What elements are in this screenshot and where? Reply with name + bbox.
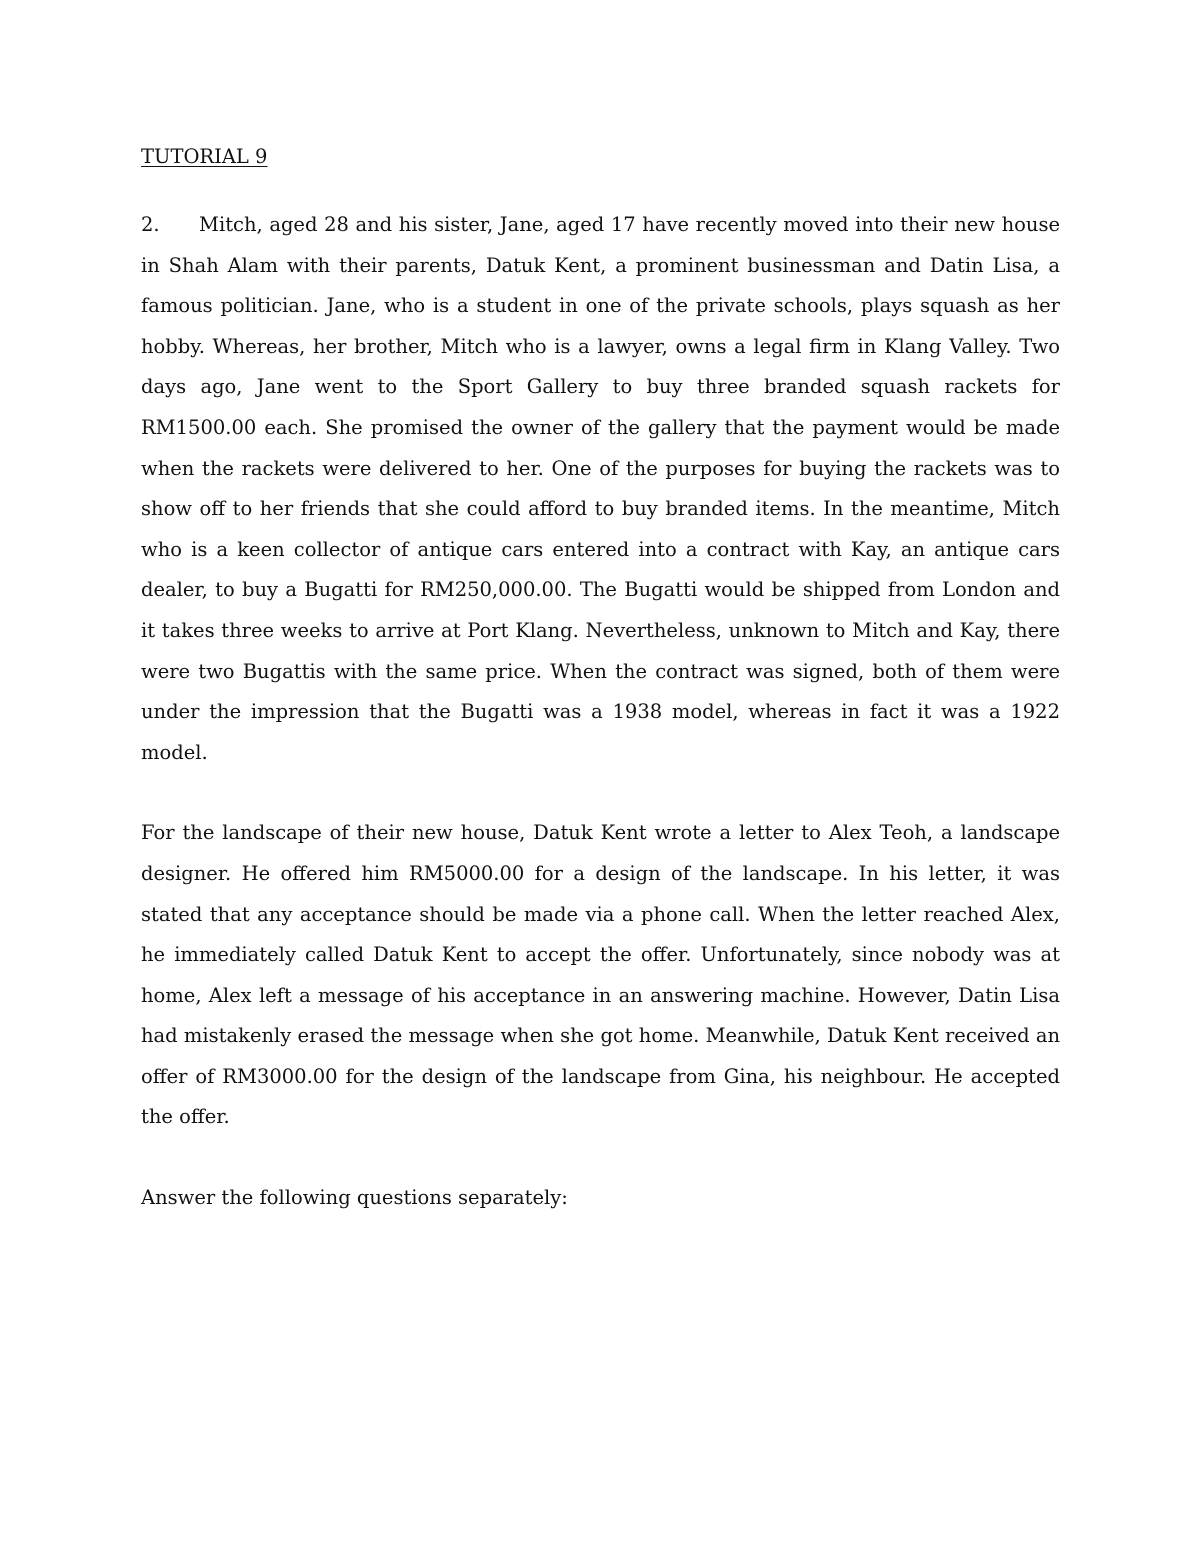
instruction-line: Answer the following questions separately: xyxy=(141,1186,568,1210)
question-paragraph-1 xyxy=(141,205,1060,773)
question-number: 2. xyxy=(141,213,160,236)
tutorial-title: TUTORIAL 9 xyxy=(141,145,268,168)
document-body xyxy=(141,140,1060,1219)
question-paragraph-2: For the landscape of their new house, Datuk Kent wrote a letter to Alex Teoh, a landscape designer. He offered him RM5000.00 for a design of the landscape. In his letter, it was stated that any acceptance should be made via a phone call. When the letter reached Alex, he immediately called Datuk Kent to accept the offer. Unfortunately, since nobody was at home, Alex left a message of his acceptance in an answering machine. However, Datin Lisa had mistakenly erased the message when she got home. Meanwhile, Datuk Kent received an offer of RM3000.00 for the design of the landscape from Gina, his neighbour. He accepted the offer. xyxy=(141,821,1060,1129)
question-paragraph-1-text: Mitch, aged 28 and his sister, Jane, aged 17 have recently moved into their new house in Shah Alam with their parents, Datuk Kent, a prominent businessman and Datin Lisa, a famous politician. Jane, who is a student in one of the private schools, plays squash as her hobby. Whereas, her brother, Mitch who is a lawyer, owns a legal firm in Klang Valley. Two days ago, Jane went to the Sport Gallery to buy three branded squash rackets for RM1500.00 each. She promised the owner of the gallery that the payment would be made when the rackets were delivered to her. One of the purposes for buying the rackets was to show off to her friends that she could afford to buy branded items. In the meantime, Mitch who is a keen collector of antique cars entered into a contract with Kay, an antique cars dealer, to buy a Bugatti for RM250,000.00. The Bugatti would be shipped from London and it takes three weeks to arrive at Port Klang. Nevertheless, unknown to Mitch and Kay, there were two Bugattis with the same price. When the contract was signed, both of them were under the impression that the Bugatti was a 1938 model, whereas in fact it was a 1922 model. xyxy=(141,213,1060,764)
